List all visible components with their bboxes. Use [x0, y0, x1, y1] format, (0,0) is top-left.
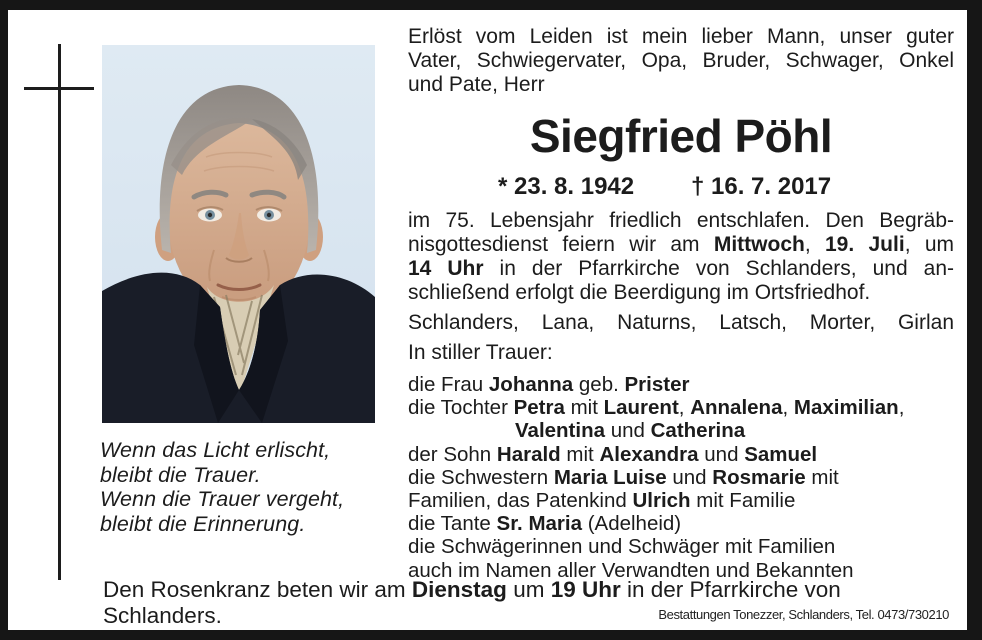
cross-vertical-bar: [58, 44, 61, 580]
obituary-card: [8, 10, 967, 630]
memorial-poem: [100, 438, 344, 536]
death-date: † 16. 7. 2017: [691, 173, 832, 200]
funeral-line: im 75. Lebensjahr friedlich entschlafen. Den Begräb-: [408, 209, 954, 232]
funeral-line: schließend erfolgt die Beerdigung im Ortsfriedhof.: [408, 281, 871, 304]
family-line: Familien, das Patenkind Ulrich mit Familie: [408, 489, 796, 513]
family-line: der Sohn Harald mit Alexandra und Samuel: [408, 442, 818, 466]
funeral-home-credit: Bestattungen Tonezzer, Schlanders, Tel. 0473/730210: [658, 607, 949, 622]
intro-line: und Pate, Herr: [408, 73, 545, 96]
intro-line: Vater, Schwiegervater, Opa, Bruder, Schwager, Onkel: [408, 49, 954, 72]
deceased-name: Siegfried Pöhl: [529, 110, 833, 162]
funeral-line: nisgottesdienst feiern wir am Mittwoch, 19. Juli, um: [408, 233, 955, 256]
poem-line: Wenn die Trauer vergeht,: [100, 487, 345, 511]
cross-horizontal-bar: [24, 87, 94, 90]
life-dates: [408, 173, 954, 201]
towns-line: Schlanders, Lana, Naturns, Latsch, Morter, Girlan: [408, 311, 954, 334]
family-line: auch im Namen aller Verwandten und Bekannten: [408, 558, 854, 582]
funeral-paragraph: [408, 209, 954, 305]
intro-line: Erlöst vom Leiden ist mein lieber Mann, unser guter: [408, 25, 954, 48]
family-line: die Schwestern Maria Luise und Rosmarie mit: [408, 465, 839, 489]
family-line: die Tochter Petra mit Laurent, Annalena, Maximilian,: [408, 396, 905, 420]
rosary-line: Den Rosenkranz beten wir am Dienstag um 19 Uhr in der Pfarrkirche von Schlanders.: [103, 577, 841, 628]
funeral-line: 14 Uhr in der Pfarrkirche von Schlanders, und an-: [408, 257, 954, 280]
birth-date: * 23. 8. 1942: [498, 173, 635, 200]
family-line: die Schwägerinnen und Schwäger mit Familien: [408, 535, 836, 559]
portrait-photo: [102, 45, 375, 423]
mourning-label: In stiller Trauer:: [408, 341, 553, 364]
poem-line: Wenn das Licht erlischt,: [100, 438, 331, 462]
family-line: Valentina und Catherina: [515, 419, 746, 443]
family-line: die Tante Sr. Maria (Adelheid): [408, 512, 682, 536]
family-list: [408, 373, 968, 582]
poem-line: bleibt die Erinnerung.: [100, 511, 306, 536]
intro-paragraph: [408, 25, 954, 97]
poem-line: bleibt die Trauer.: [100, 462, 261, 487]
family-line: die Frau Johanna geb. Prister: [408, 373, 690, 396]
